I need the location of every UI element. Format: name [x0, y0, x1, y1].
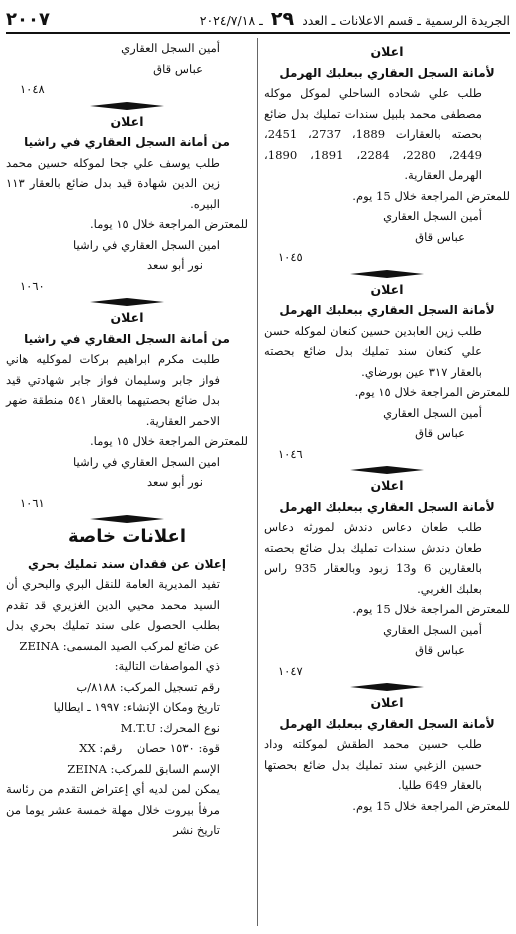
notice-signatory-name: عباس قاق	[153, 61, 203, 76]
notice-subheading: لأمانة السجل العقاري ببعلبك الهرمل	[279, 716, 495, 731]
spec-previous-name: الإسم السابق للمركب: ZEINA	[67, 761, 220, 776]
separator-ornament	[264, 681, 510, 693]
notice-heading: اعلان	[370, 44, 404, 59]
notice-body: طلب حسين محمد الطقش لموكلته وداد حسين الزغبي سند تمليك بدل ضائع بحصتها بالعقار 649 طليا.	[264, 737, 482, 792]
notice-signatory-title: امين السجل العقاري في راشيا	[72, 237, 220, 252]
separator-ornament	[264, 268, 510, 280]
notice-signatory-name: عباس قاق	[415, 229, 465, 244]
notice-subheading: لأمانة السجل العقاري ببعلبك الهرمل	[279, 499, 495, 514]
separator-ornament	[6, 100, 248, 112]
notice-number: ١٠٦٠	[20, 278, 45, 293]
notice-body: طلب علي شحاده الساحلي لموكل موكله مصطفى محمد بلبيل سندات تمليك بدل ضائع بحصته بالعقارات 1889، 2737، 2451، 2449، 2280، 2284، 1891، 1890، الهرمل العقارية.	[264, 86, 483, 182]
spec-build-date: تاريخ ومكان الإنشاء: ١٩٩٧ ـ ايطاليا	[53, 700, 220, 714]
notice-body: تفيد المديرية العامة للنقل البري والبحري أن السيد محمد محيي الدين الغزيري قد تقدم بطلب الحصول على سند تمليك بحري بدل عن ضائع لمركب الصيد المسمى: ZEINA	[6, 577, 220, 653]
notice-heading: اعلان	[110, 310, 144, 325]
notice-signatory-title: أمين السجل العقاري	[383, 622, 482, 637]
notice-number: ١٠٤٧	[278, 663, 303, 678]
notice-signatory-title: أمين السجل العقاري	[383, 209, 482, 223]
notice-objection: للمعترض المراجعة خلال ١٥ يوما.	[89, 434, 248, 448]
issue-number: ٢٩	[270, 8, 295, 30]
notice-objection: للمعترض المراجعة خلال 15 يوم.	[352, 602, 510, 616]
right-column	[264, 38, 510, 816]
page-header	[6, 6, 510, 34]
column-divider	[257, 38, 258, 926]
notice-signatory-name: نور أبو سعد	[146, 258, 203, 272]
section-title: اعلانات خاصة	[67, 526, 187, 547]
gazette-title: الجريدة الرسمية ـ قسم الاعلانات ـ العدد	[302, 13, 510, 28]
notice-signatory-name: نور أبو سعد	[146, 475, 203, 489]
notice-subheading: لأمانة السجل العقاري ببعلبك الهرمل	[279, 65, 495, 80]
notice-number: ١٠٤٥	[278, 250, 303, 264]
spec-power: قوة: ١٥٣٠ حصان رقم: XX	[79, 741, 220, 755]
notice-closing: يمكن لمن لديه أي إعتراض التقدم من رئاسة مرفأ بيروت خلال مهلة خمسة عشر يوما من تاريخ نشر	[6, 782, 220, 837]
notice-subheading: من أمانة السجل العقاري في راشيا	[24, 331, 230, 346]
notice-signatory-name: عباس قاق	[415, 426, 465, 440]
notice-body: طلب طعان دعاس دندش لمورثه دعاس طعان دندش سندات تمليك بدل ضائع بحصته بالعقارين 6 و13 زبود وبالعقار 935 راس بعلبك الغربي.	[264, 520, 482, 596]
notice-signatory-title: امين السجل العقاري في راشيا	[72, 454, 220, 469]
notice-number: ١٠٤٨	[20, 82, 45, 96]
notice-subheading: إعلان عن فقدان سند تمليك بحري	[27, 556, 227, 571]
separator-ornament	[6, 296, 248, 308]
separator-ornament	[264, 464, 510, 476]
notice-heading: اعلان	[110, 113, 144, 129]
notice-signatory-title: أمين السجل العقاري	[121, 41, 220, 55]
page-number: ٢٠٠٧	[6, 9, 50, 30]
notice-objection: للمعترض المراجعة خلال 15 يوم.	[352, 188, 510, 203]
notice-objection: للمعترض المراجعة خلال 15 يوم.	[352, 798, 510, 813]
notice-subheading: لأمانة السجل العقاري ببعلبك الهرمل	[279, 303, 495, 317]
issue-date: ـ ٢٠٢٤/٧/١٨	[199, 13, 263, 28]
notice-signatory-title: أمين السجل العقاري	[383, 405, 482, 420]
notice-heading: اعلان	[370, 478, 404, 493]
notice-objection: للمعترض المراجعة خلال ١٥ يوما.	[89, 217, 248, 231]
notice-number: ١٠٦١	[20, 495, 45, 510]
notice-body: طلبت مكرم ابراهيم بركات لموكليه هاني فواز جابر وسليمان فواز جابر شهادتي قيد بدل ضائع بحصتيهما بالعقار ٥٤١ منطقة ضهر الاحمر العقارية.	[6, 352, 220, 428]
separator-ornament	[6, 513, 248, 525]
notice-heading: اعلان	[370, 281, 404, 297]
left-column	[6, 38, 248, 841]
notice-signatory-name: عباس قاق	[415, 643, 465, 657]
notice-objection: للمعترض المراجعة خلال ١٥ يوم.	[354, 385, 510, 399]
notice-body: طلب يوسف علي جحا لموكله حسين محمد زين الدين شهادة قيد بدل ضائع بالعقار ١١٣ البيره.	[6, 155, 220, 211]
spec-registration: رقم تسجيل المركب: ٨١٨٨/ب	[76, 679, 220, 694]
notice-number: ١٠٤٦	[278, 446, 303, 461]
spec-engine-type: نوع المحرك: M.T.U	[120, 720, 220, 735]
notice-heading: اعلان	[370, 695, 404, 710]
notice-subheading: من أمانة السجل العقاري في راشيا	[24, 135, 230, 149]
notice-body: طلب زين العابدين حسين كنعان لموكله حسن علي كنعان سند تمليك بدل ضائع بحصته بالعقار ٣١٧ عين بورضاي.	[264, 323, 482, 379]
header-title-block	[200, 8, 510, 30]
spec-intro: ذي المواصفات التالية:	[114, 659, 220, 673]
